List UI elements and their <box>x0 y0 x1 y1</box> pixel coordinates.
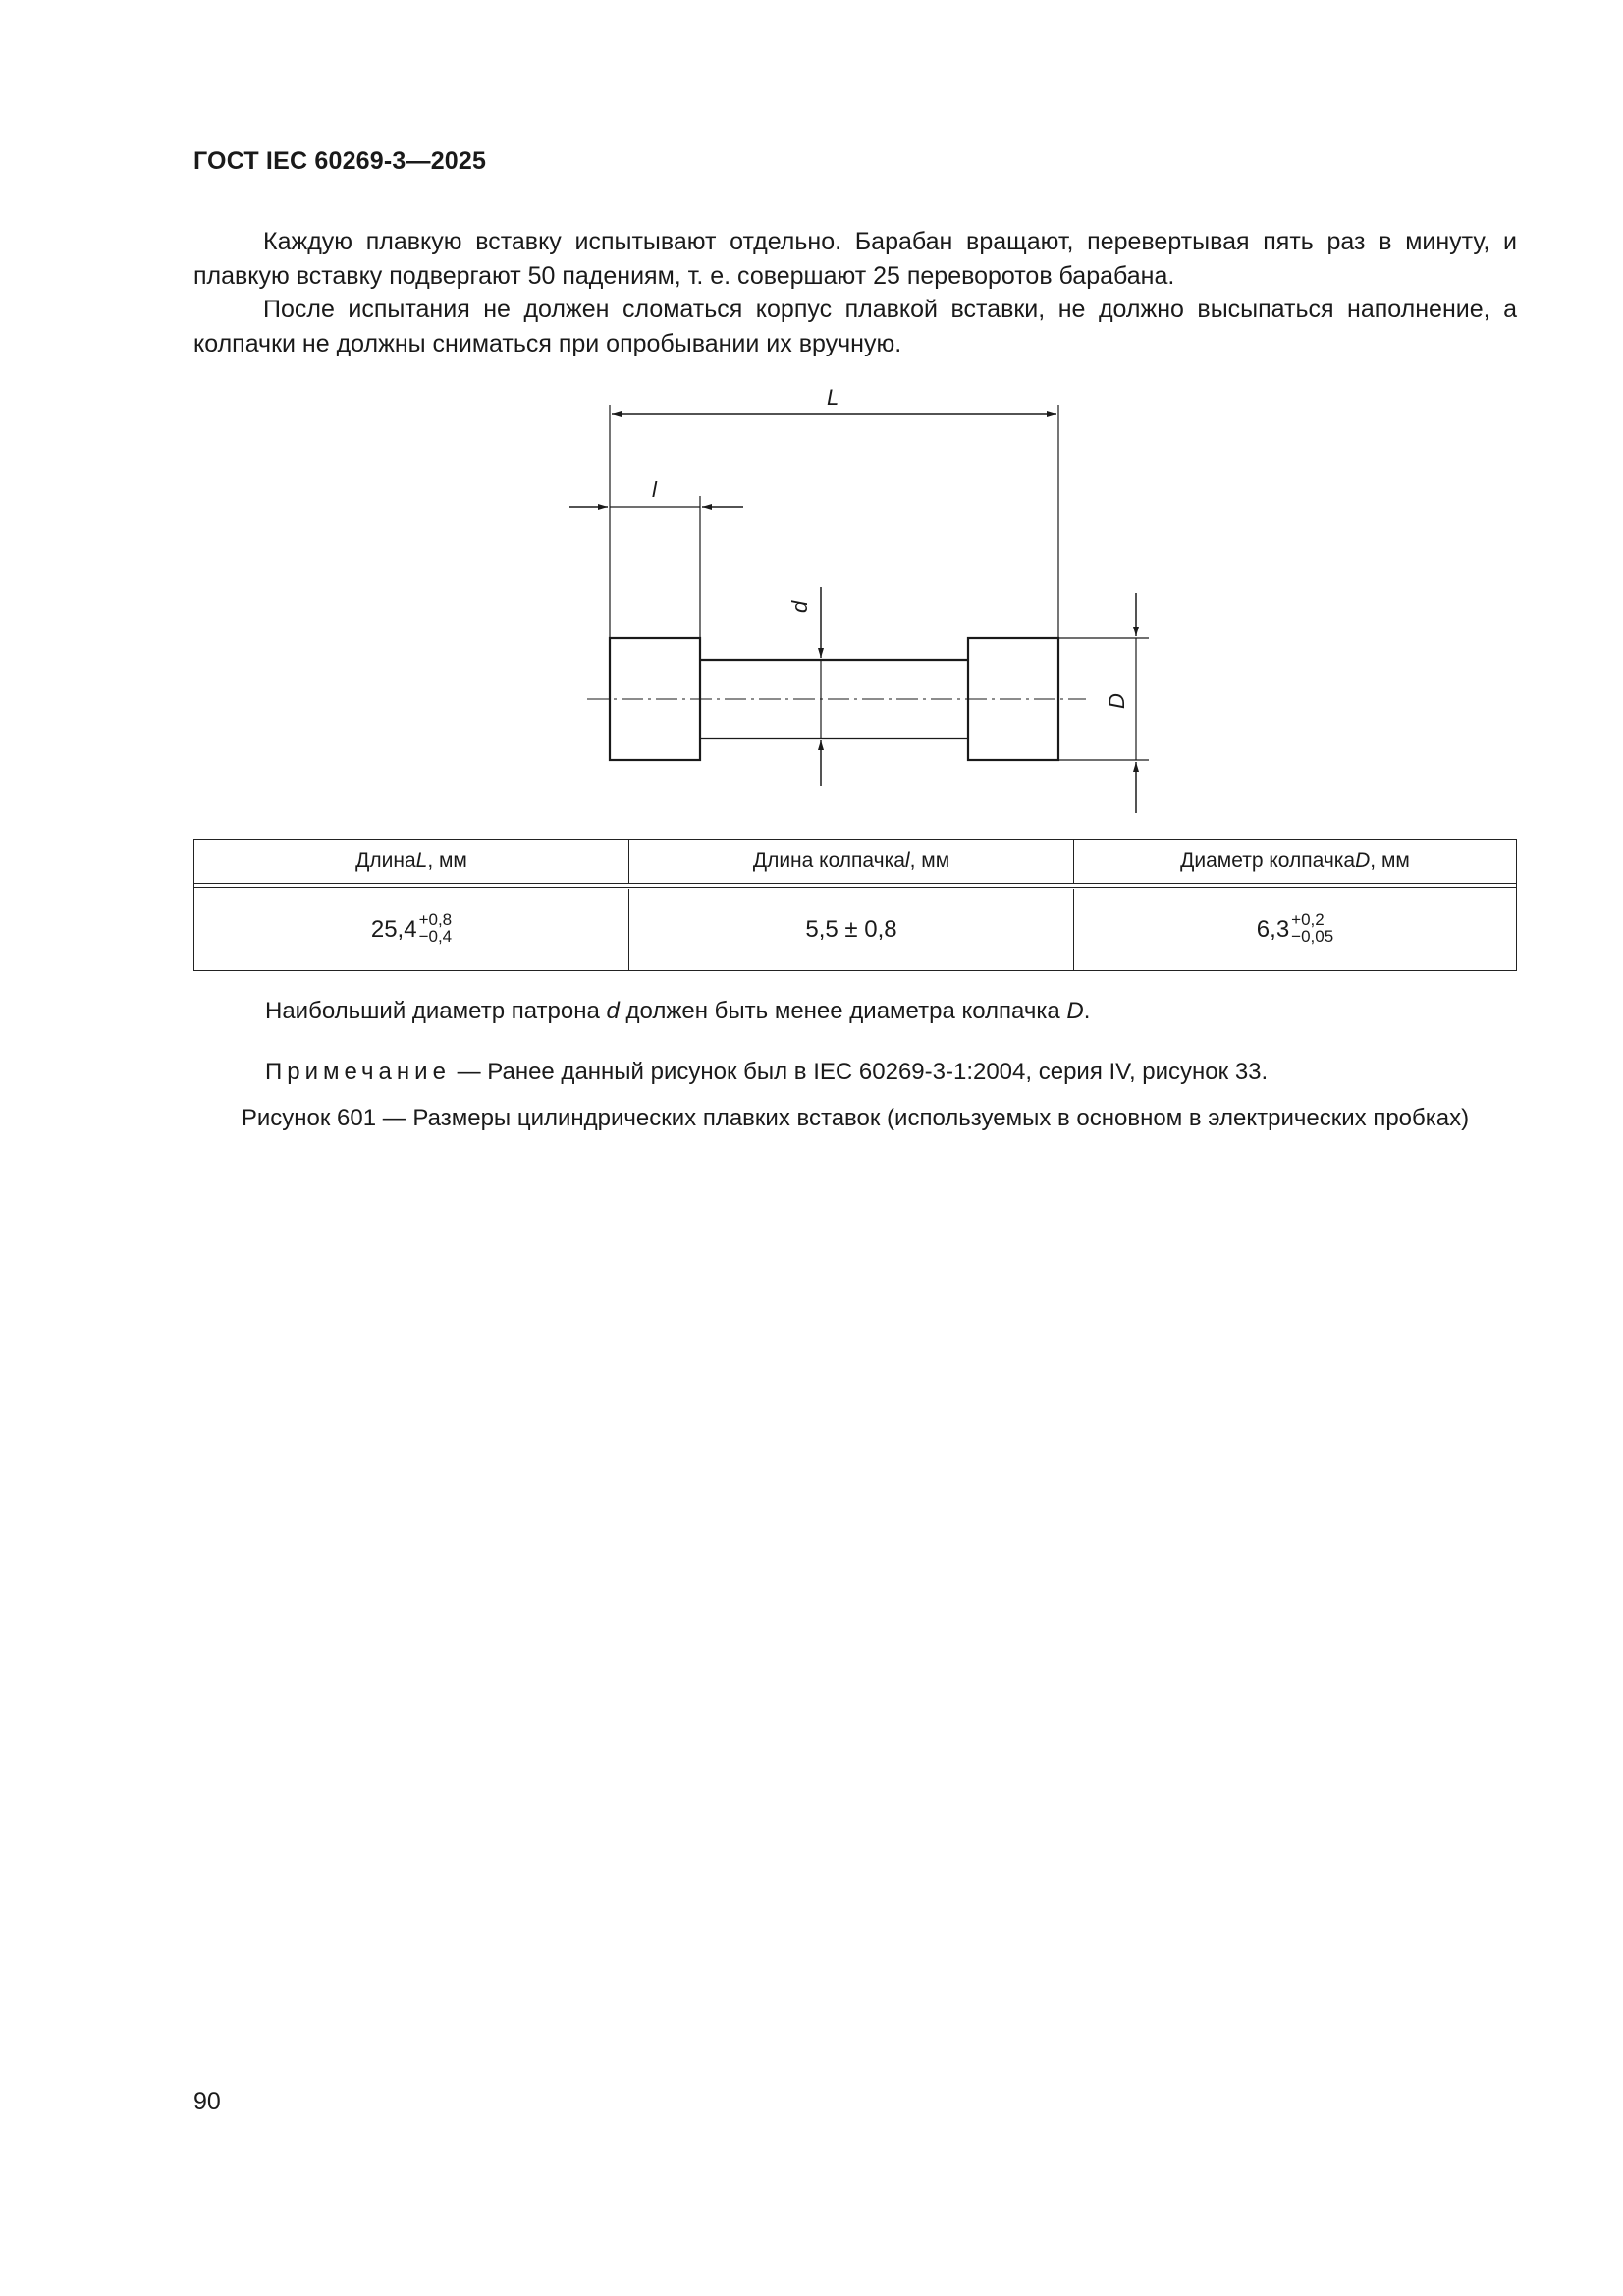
header-length-symbol: L <box>415 849 428 872</box>
value-cap-diameter-plus: +0,2 <box>1291 909 1325 929</box>
header-separator-2 <box>194 887 1516 888</box>
diameter-note-after: . <box>1083 998 1091 1024</box>
fuse-dimension-drawing <box>0 0 1623 884</box>
label-D: D <box>1105 693 1129 709</box>
value-cap-diameter-base: 6,3 <box>1256 915 1290 943</box>
diameter-note <box>265 998 1090 1025</box>
value-cap-length-text: 5,5 ± 0,8 <box>805 915 897 943</box>
header-cap-diameter-text: Диаметр колпачка <box>1180 849 1356 872</box>
label-d: d <box>787 600 812 613</box>
label-l: l <box>652 477 657 502</box>
header-cap-length <box>629 840 1074 883</box>
header-cap-diameter-unit: , мм <box>1370 849 1410 872</box>
header-cap-diameter-symbol: D <box>1355 849 1371 872</box>
value-length <box>194 889 629 970</box>
diameter-note-D: D <box>1066 998 1084 1024</box>
header-separator-1 <box>194 883 1516 884</box>
header-cap-length-symbol: l <box>904 849 910 872</box>
value-cap-diameter <box>1074 889 1516 970</box>
header-length <box>194 840 629 883</box>
page-number: 90 <box>193 2088 221 2115</box>
diameter-note-middle: должен быть менее диаметра колпачка <box>619 998 1067 1024</box>
figure-note <box>265 1059 1268 1086</box>
table-header-row <box>194 840 1516 883</box>
paragraph-2: После испытания не должен сломаться корпус плавкой вставки, не должно высыпаться наполнение, а колпачки не должны сниматься при опробывании их вручную. <box>193 296 1517 357</box>
value-length-tolerance <box>419 911 453 945</box>
header-length-text: Длина <box>355 849 416 872</box>
header-cap-length-unit: , мм <box>909 849 950 872</box>
document-header: ГОСТ IEC 60269-3—2025 <box>193 147 487 175</box>
value-cap-length <box>629 889 1074 970</box>
label-L: L <box>827 385 839 410</box>
note-text: — Ранее данный рисунок был в IEC 60269-3-1:2004, серия IV, рисунок 33. <box>450 1059 1269 1085</box>
header-cap-length-text: Длина колпачка <box>752 849 905 872</box>
diameter-note-before: Наибольший диаметр патрона <box>265 998 607 1024</box>
figure-caption: Рисунок 601 — Размеры цилиндрических плавких вставок (используемых в основном в электрических пробках) <box>241 1105 1470 1131</box>
diameter-note-d: d <box>606 998 620 1024</box>
table-row <box>194 889 1516 970</box>
paragraph-1: Каждую плавкую вставку испытывают отдельно. Барабан вращают, перевертывая пять раз в минуту, и плавкую вставку подвергают 50 падениям, т. е. совершают 25 переворотов барабана. <box>193 228 1517 290</box>
value-cap-diameter-minus: −0,05 <box>1291 926 1334 946</box>
header-cap-diameter <box>1074 840 1516 883</box>
value-length-minus: −0,4 <box>418 926 453 946</box>
value-length-base: 25,4 <box>370 915 417 943</box>
note-label: Примечание <box>265 1059 451 1085</box>
header-length-unit: , мм <box>427 849 467 872</box>
dimensions-table <box>193 839 1517 971</box>
value-cap-diameter-tolerance <box>1291 911 1333 945</box>
value-length-plus: +0,8 <box>418 909 453 929</box>
